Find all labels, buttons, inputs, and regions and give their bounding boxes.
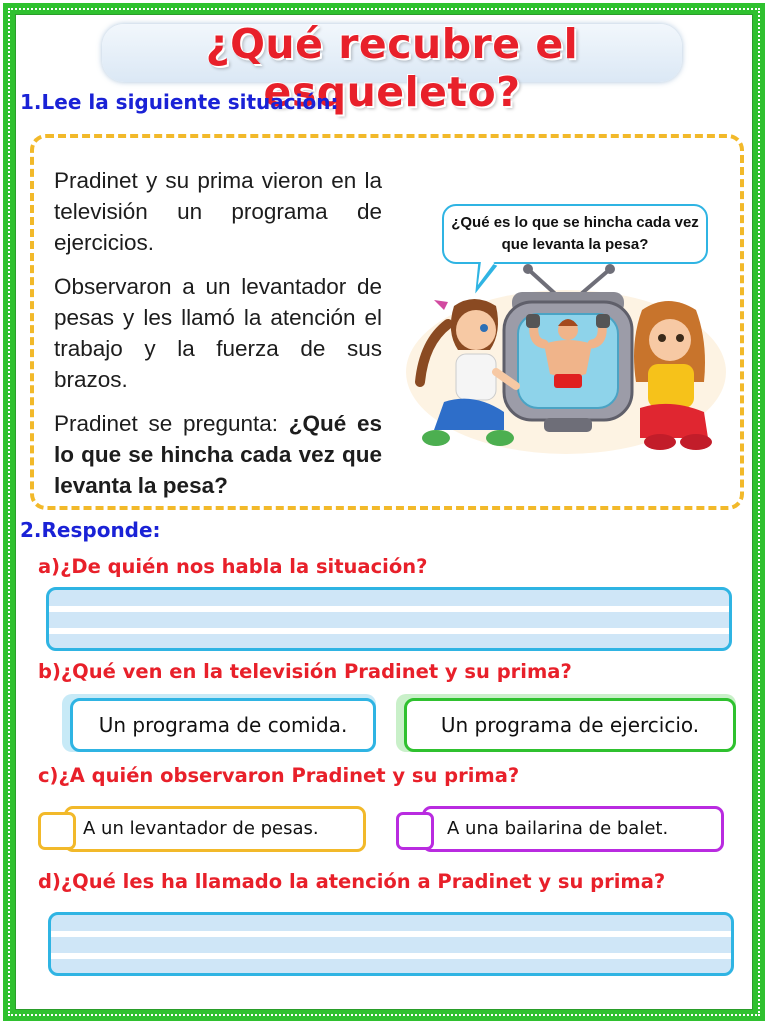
speech-bubble: ¿Qué es lo que se hincha cada vez que levanta la pesa?	[442, 204, 708, 264]
story-paragraph-2: Observaron a un levantador de pesas y les llamó la atención el trabajo y la fuerza de sus brazos.	[54, 274, 382, 392]
question-b: b)¿Qué ven en la televisión Pradinet y su prima?	[38, 660, 572, 683]
tv-illustration	[404, 262, 728, 460]
girl-right-icon	[634, 301, 712, 450]
story-paragraph-3-intro: Pradinet se pregunta:	[54, 411, 289, 436]
question-c: c)¿A quién observaron Pradinet y su prima?	[38, 764, 520, 787]
story-paragraph-1: Pradinet y su prima vieron en la televisión un programa de ejercicios.	[54, 168, 382, 255]
choice-b1[interactable]: Un programa de comida.	[70, 698, 376, 752]
option-c2[interactable]	[422, 806, 724, 852]
option-c1[interactable]	[64, 806, 366, 852]
choice-b2[interactable]: Un programa de ejercicio.	[404, 698, 736, 752]
question-a: a)¿De quién nos habla la situación?	[38, 555, 428, 578]
answer-field-a[interactable]	[46, 587, 732, 651]
option-c2-checkbox[interactable]	[396, 812, 434, 850]
option-c1-checkbox[interactable]	[38, 812, 76, 850]
section-1-heading: 1.Lee la siguiente situación:	[20, 90, 339, 114]
option-c2-label: A una bailarina de balet.	[447, 818, 669, 839]
option-c1-label: A un levantador de pesas.	[83, 818, 319, 839]
answer-field-d[interactable]	[48, 912, 734, 976]
story-paragraph-3	[54, 408, 382, 501]
story-question: ¿Qué es lo que se hincha cada vez que levanta la pesa?	[54, 411, 382, 498]
page-title: ¿Qué recubre el esqueleto?	[205, 20, 579, 116]
question-d: d)¿Qué les ha llamado la atención a Pradinet y su prima?	[38, 870, 666, 893]
section-2-heading: 2.Responde:	[20, 518, 161, 542]
